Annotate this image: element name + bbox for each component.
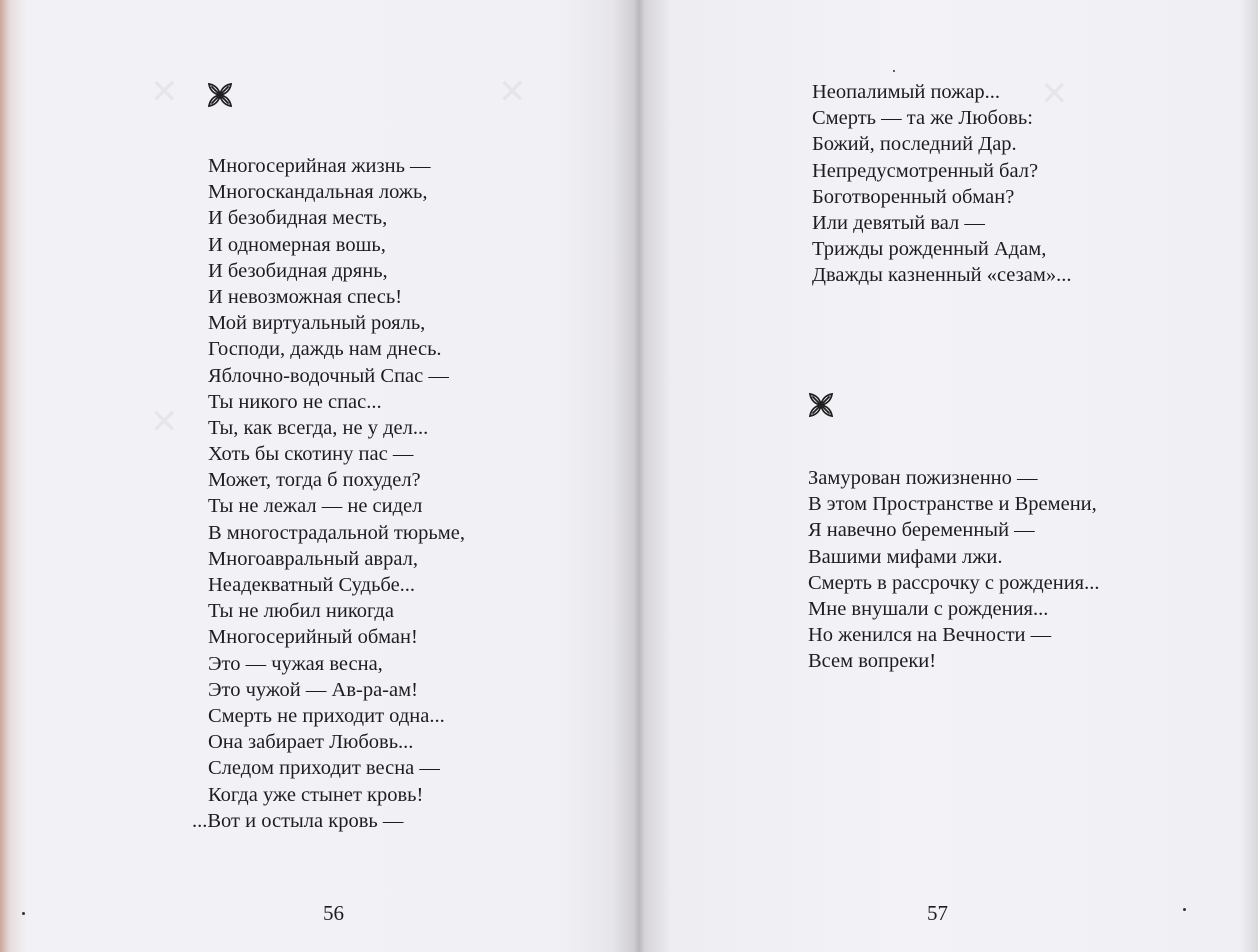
poem-line: Ты никого не спас...: [208, 390, 382, 413]
poem-line: Непредусмотренный бал?: [812, 159, 1039, 182]
poem-line: В многострадальной тюрьме,: [208, 521, 465, 544]
page-number: 57: [927, 901, 948, 925]
poem-line: Замурован пожизненно —: [808, 467, 1038, 489]
paper-speck: [22, 912, 25, 915]
poem-line: Трижды рожденный Адам,: [812, 238, 1047, 261]
floral-cross-ornament-icon: [205, 80, 235, 110]
poem-line: Многосерийный обман!: [208, 626, 418, 649]
show-through-ornament: ✕: [150, 74, 179, 111]
poem-final-line: ...Вот и остыла кровь —: [192, 809, 404, 832]
poem-line: И безобидная дрянь,: [208, 259, 388, 282]
paper-speck: [1183, 908, 1186, 911]
poem-line: В этом Пространстве и Времени,: [808, 493, 1097, 516]
poem-line: И одномерная вошь,: [208, 233, 386, 256]
paper-speck: [893, 70, 895, 72]
poem-line: Может, тогда б похудел?: [208, 469, 421, 492]
floral-cross-ornament-icon: [806, 390, 836, 420]
poem-line: Смерть — та же Любовь:: [812, 107, 1033, 130]
poem-line: Боготворенный обман?: [812, 185, 1015, 208]
poem-line: Ты, как всегда, не у дел...: [208, 416, 429, 439]
poem-line: Неопалимый пожар...: [812, 81, 1001, 103]
show-through-ornament: ✕: [150, 404, 179, 441]
show-through-ornament: ✕: [1040, 76, 1069, 113]
poem-line: Всем вопреки!: [808, 650, 937, 673]
right-page: [640, 0, 1258, 952]
poem-line: Но женился на Вечности —: [808, 624, 1052, 647]
poem-line: Следом приходит весна —: [208, 757, 440, 780]
poem-line: Господи, даждь нам днесь.: [208, 338, 442, 361]
poem-line: Вашими мифами лжи.: [808, 545, 1003, 568]
poem-line: Дважды казненный «сезам»...: [812, 264, 1072, 287]
poem-line: И безобидная месть,: [208, 207, 388, 230]
poem-line: Я навечно беременный —: [808, 519, 1035, 542]
poem-right-top: [812, 76, 1072, 289]
poem-line: Божий, последний Дар.: [812, 133, 1017, 156]
poem-line: Когда уже стынет кровь!: [208, 783, 424, 806]
poem-line: Многоскандальная ложь,: [208, 181, 428, 204]
poem-line: Хоть бы скотину пас —: [208, 443, 414, 466]
poem-line: Мне внушали с рождения...: [808, 597, 1049, 620]
poem-line: Смерть в рассрочку с рождения...: [808, 571, 1100, 594]
poem-line: Яблочно-водочный Спас —: [208, 364, 449, 387]
poem-line: Ты не любил никогда: [208, 600, 394, 623]
poem-line: И невозможная спесь!: [208, 285, 403, 308]
poem-line: Мой виртуальный рояль,: [208, 312, 426, 335]
poem-line: Она забирает Любовь...: [208, 731, 414, 754]
poem-line: Смерть не приходит одна...: [208, 704, 445, 727]
poem-line: Многосерийная жизнь —: [208, 155, 431, 177]
poem-line: Это чужой — Ав-ра-ам!: [208, 678, 418, 701]
poem-line: Неадекватный Судьбе...: [208, 574, 416, 596]
poem-line: Многоавральный аврал,: [208, 547, 418, 570]
page-number: 56: [323, 901, 344, 925]
poem-line: Или девятый вал —: [812, 211, 985, 234]
poem-line: Ты не лежал — не сидел: [208, 495, 423, 518]
poem-line: Это — чужая весна,: [208, 652, 383, 675]
poem-left: [192, 153, 465, 834]
show-through-ornament: ✕: [498, 74, 527, 111]
poem-right-bottom: [808, 465, 1099, 675]
